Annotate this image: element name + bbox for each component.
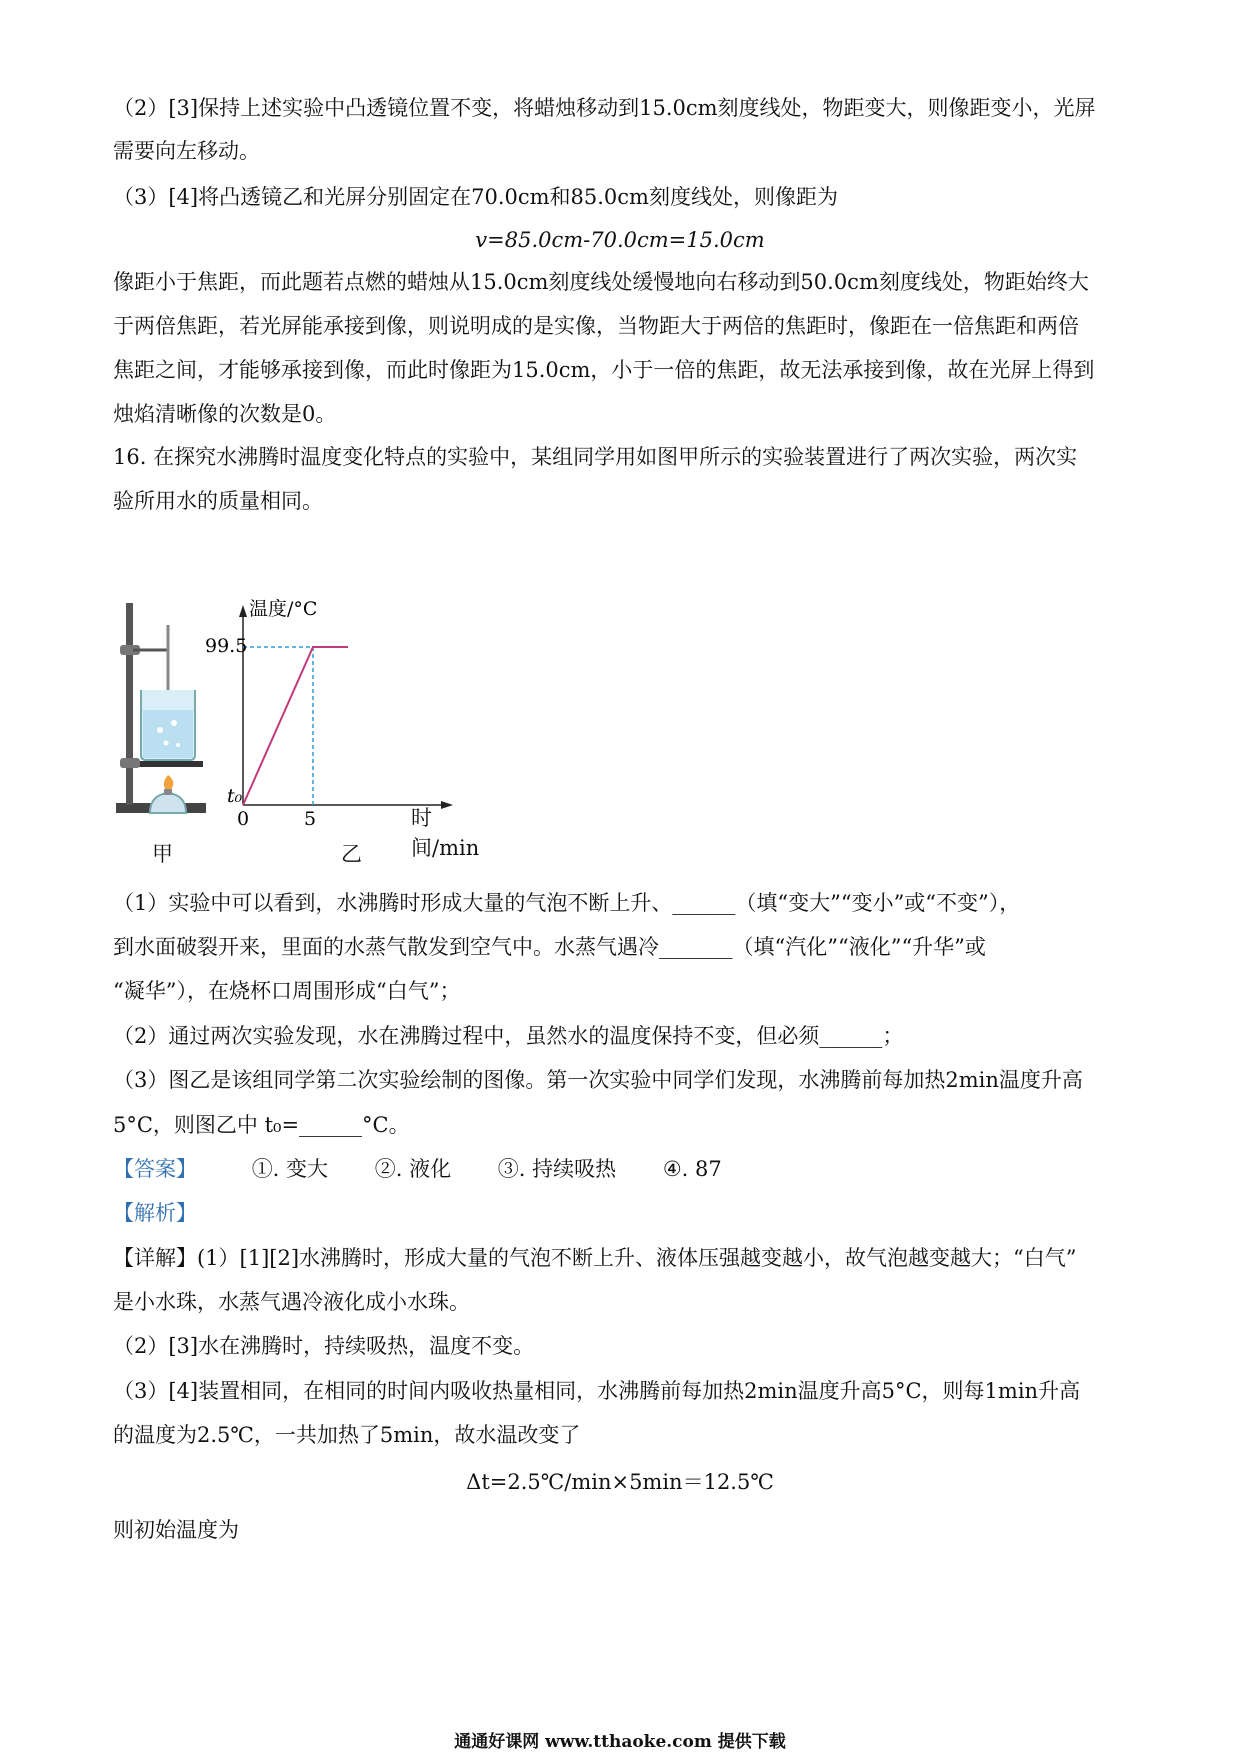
text-line: （3）[4]将凸透镜乙和光屏分别固定在70.0cm和85.0cm刻度线处，则像距为 (113, 185, 838, 209)
sub-question-3: 5°C，则图乙中 t₀=______°C。 (113, 1113, 410, 1137)
figure-label-yi: 乙 (341, 842, 362, 866)
answer-item: ①. 变大 (251, 1157, 329, 1181)
text-line: 需要向左移动。 (113, 139, 260, 163)
answer-item: ③. 持续吸热 (497, 1157, 617, 1181)
answer-label: 【答案】 (113, 1157, 197, 1181)
text-line: 烛焰清晰像的次数是0。 (113, 402, 337, 426)
detail-text: 的温度为2.5℃，一共加热了5min，故水温改变了 (113, 1423, 581, 1447)
analysis-label: 【解析】 (113, 1201, 197, 1225)
question-16-text: 验所用水的质量相同。 (113, 489, 323, 513)
sub-question-1: （1）实验中可以看到，水沸腾时形成大量的气泡不断上升、______（填“变大”“变小”或“不变”）， (113, 891, 1021, 915)
answer-item: ②. 液化 (374, 1157, 452, 1181)
text-line: 焦距之间，才能够承接到像，而此时像距为15.0cm，小于一倍的焦距，故无法承接到像，故在光屏上得到 (113, 358, 1095, 382)
figure-label-jia: 甲 (152, 842, 173, 866)
sub-question-3: （3）图乙是该组同学第二次实验绘制的图像。第一次实验中同学们发现，水沸腾前每加热2min温度升高 (113, 1068, 1083, 1092)
x-tick-label: 5 (304, 808, 317, 830)
detail-text: （3）[4]装置相同，在相同的时间内吸收热量相同，水沸腾前每加热2min温度升高5°C，则每1min升高 (113, 1379, 1081, 1403)
sub-question-1: 到水面破裂开来，里面的水蒸气散发到空气中。水蒸气遇冷_______（填“汽化”“液化”“升华”或 (113, 935, 986, 959)
sub-question-1: “凝华”），在烧杯口周围形成“白气”； (113, 979, 461, 1003)
y-tick-label: t₀ (227, 785, 243, 807)
text-line: 像距小于焦距，而此题若点燃的蜡烛从15.0cm刻度线处缓慢地向右移动到50.0cm刻度线处，物距始终大 (113, 270, 1089, 294)
question-16-text: 16. 在探究水沸腾时温度变化特点的实验中，某组同学用如图甲所示的实验装置进行了两次实验，两次实 (113, 445, 1078, 469)
y-axis-arrow (239, 605, 247, 617)
x-tick-label: 0 (237, 808, 250, 830)
detail-text: （2）[3]水在沸腾时，持续吸热，温度不变。 (113, 1334, 535, 1358)
sub-question-2: （2）通过两次实验发现，水在沸腾过程中，虽然水的温度保持不变，但必须______； (113, 1024, 904, 1048)
answer-line (113, 1154, 1133, 1184)
equation-temp-change: Δt=2.5℃/min×5min＝12.5℃ (466, 1470, 774, 1494)
text-line: 于两倍焦距，若光屏能承接到像，则说明成的是实像，当物距大于两倍的焦距时，像距在一倍焦距和两倍 (113, 314, 1079, 338)
figure-group (108, 595, 480, 866)
footer-text: 通通好课网 www.tthaoke.com 提供下载 (454, 1732, 786, 1752)
temperature-time-chart (205, 595, 453, 830)
detail-text: 【详解】(1）[1][2]水沸腾时，形成大量的气泡不断上升、液体压强越变越小，故气泡越变越大；“白气” (113, 1246, 1077, 1270)
answer-item: ④. 87 (662, 1157, 722, 1181)
apparatus-illustration (108, 595, 218, 825)
equation-image-distance: v=85.0cm-70.0cm=15.0cm (475, 228, 765, 252)
y-tick-label: 99.5 (205, 635, 248, 657)
detail-text: 是小水珠，水蒸气遇冷液化成小水珠。 (113, 1290, 470, 1314)
text-line: （2）[3]保持上述实验中凸透镜位置不变，将蜡烛移动到15.0cm刻度线处，物距变大，则像距变小，光屏 (113, 96, 1096, 120)
detail-text: 则初始温度为 (113, 1518, 239, 1542)
x-axis-label: 时间/min (411, 806, 480, 860)
y-axis-label: 温度/°C (249, 598, 318, 620)
series-line (243, 647, 348, 805)
